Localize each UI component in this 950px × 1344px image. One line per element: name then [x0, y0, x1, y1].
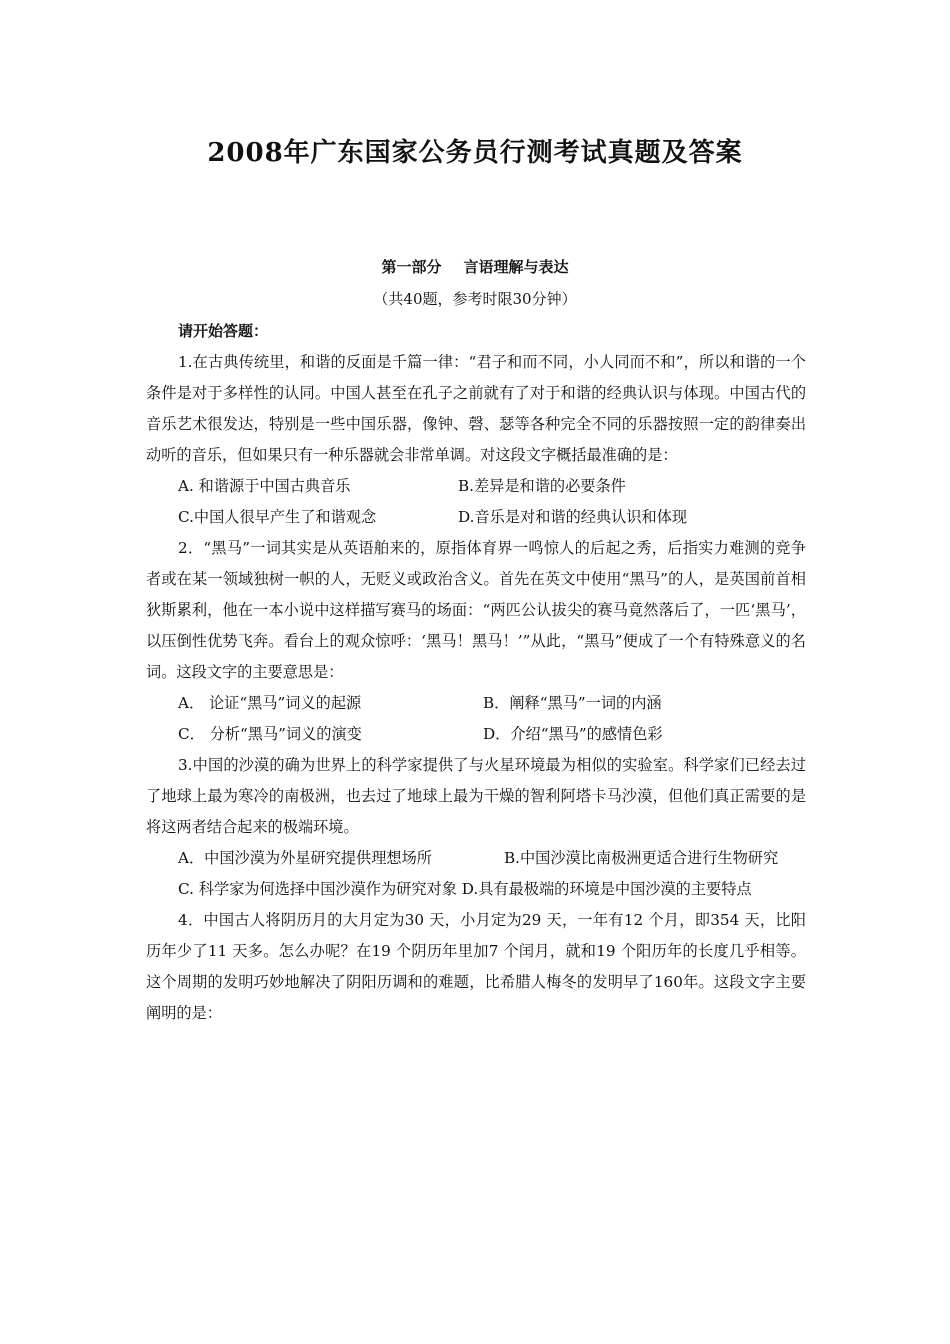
questions-body — [146, 347, 806, 1029]
question-1-option-a: A. 和谐源于中国古典音乐 — [178, 477, 351, 495]
question-2-options-row-1 — [146, 688, 806, 719]
document-title: 2008年广东国家公务员行测考试真题及答案 — [207, 138, 743, 168]
start-label: 请开始答题： — [178, 322, 269, 340]
question-1-options-row-1 — [146, 471, 806, 502]
question-3-option-b: B.中国沙漠比南极洲更适合进行生物研究 — [504, 849, 779, 867]
question-3-stem: 3.中国的沙漠的确为世界上的科学家提供了与火星环境最为相似的实验室。科学家们已经去过了地球上最为寒冷的南极洲，也去过了地球上最为干燥的智利阿塔卡马沙漠，但他们真正需要的是将这两者结合起来的极端环境。 — [146, 756, 806, 836]
question-3-option-d: D.具有最极端的环境是中国沙漠的主要特点 — [461, 880, 752, 898]
section-part: 第一部分 — [381, 258, 442, 276]
question-2-option-b: B．阐释“黑马”一词的内涵 — [483, 694, 662, 712]
question-2-option-a: A． 论证“黑马”词义的起源 — [178, 694, 362, 712]
section-name: 言语理解与表达 — [463, 258, 569, 276]
question-1-stem: 1.在古典传统里，和谐的反面是千篇一律：“君子和而不同，小人同而不和”，所以和谐的一个条件是对于多样性的认同。中国人甚至在孔子之前就有了对于和谐的经典认识与体现。中国古代的音乐艺术很发达，特别是一些中国乐器，像钟、磬、瑟等各种完全不同的乐器按照一定的韵律奏出动听的音乐，但如果只有一种乐器就会非常单调。对这段文字概括最准确的是： — [146, 353, 806, 464]
question-3-option-c: C. 科学家为何选择中国沙漠作为研究对象 — [178, 880, 457, 898]
question-2-stem: 2．“黑马”一词其实是从英语舶来的，原指体育界一鸣惊人的后起之秀，后指实力难测的竞争者或在某一领域独树一帜的人，无贬义或政治含义。首先在英文中使用“黑马”的人，是英国前首相狄斯累利，他在一本小说中这样描写赛马的场面：“两匹公认拔尖的赛马竟然落后了，一匹‘黑马’，以压倒性优势飞奔。看台上的观众惊呼：‘黑马！黑马！’”从此，“黑马”便成了一个有特殊意义的名词。这段文字的主要意思是： — [146, 539, 806, 681]
question-4-stem: 4．中国古人将阴历月的大月定为30 天，小月定为29 天，一年有12 个月，即354 天，比阳历年少了11 天多。怎么办呢？在19 个阴历年里加7 个闰月，就和19 个阳历年的长度几乎相等。这个周期的发明巧妙地解决了阴阳历调和的难题，比希腊人梅冬的发明早了160年。这段文字主要阐明的是： — [146, 911, 806, 1022]
question-1-option-b: B.差异是和谐的必要条件 — [458, 477, 626, 495]
question-3-options-row-2 — [146, 874, 806, 905]
question-3-option-a: A．中国沙漠为外星研究提供理想场所 — [178, 849, 432, 867]
section-note: （共40题，参考时限30分钟） — [373, 290, 577, 308]
question-3-options-row-1 — [146, 843, 806, 874]
section-heading — [0, 256, 950, 277]
question-1-option-c: C.中国人很早产生了和谐观念 — [178, 508, 377, 526]
question-2-option-c: C． 分析“黑马”词义的演变 — [178, 725, 362, 743]
question-1-options-row-2 — [146, 502, 806, 533]
question-2-options-row-2 — [146, 719, 806, 750]
question-1-option-d: D.音乐是对和谐的经典认识和体现 — [458, 508, 688, 526]
question-2-option-d: D．介绍“黑马”的感情色彩 — [483, 725, 663, 743]
